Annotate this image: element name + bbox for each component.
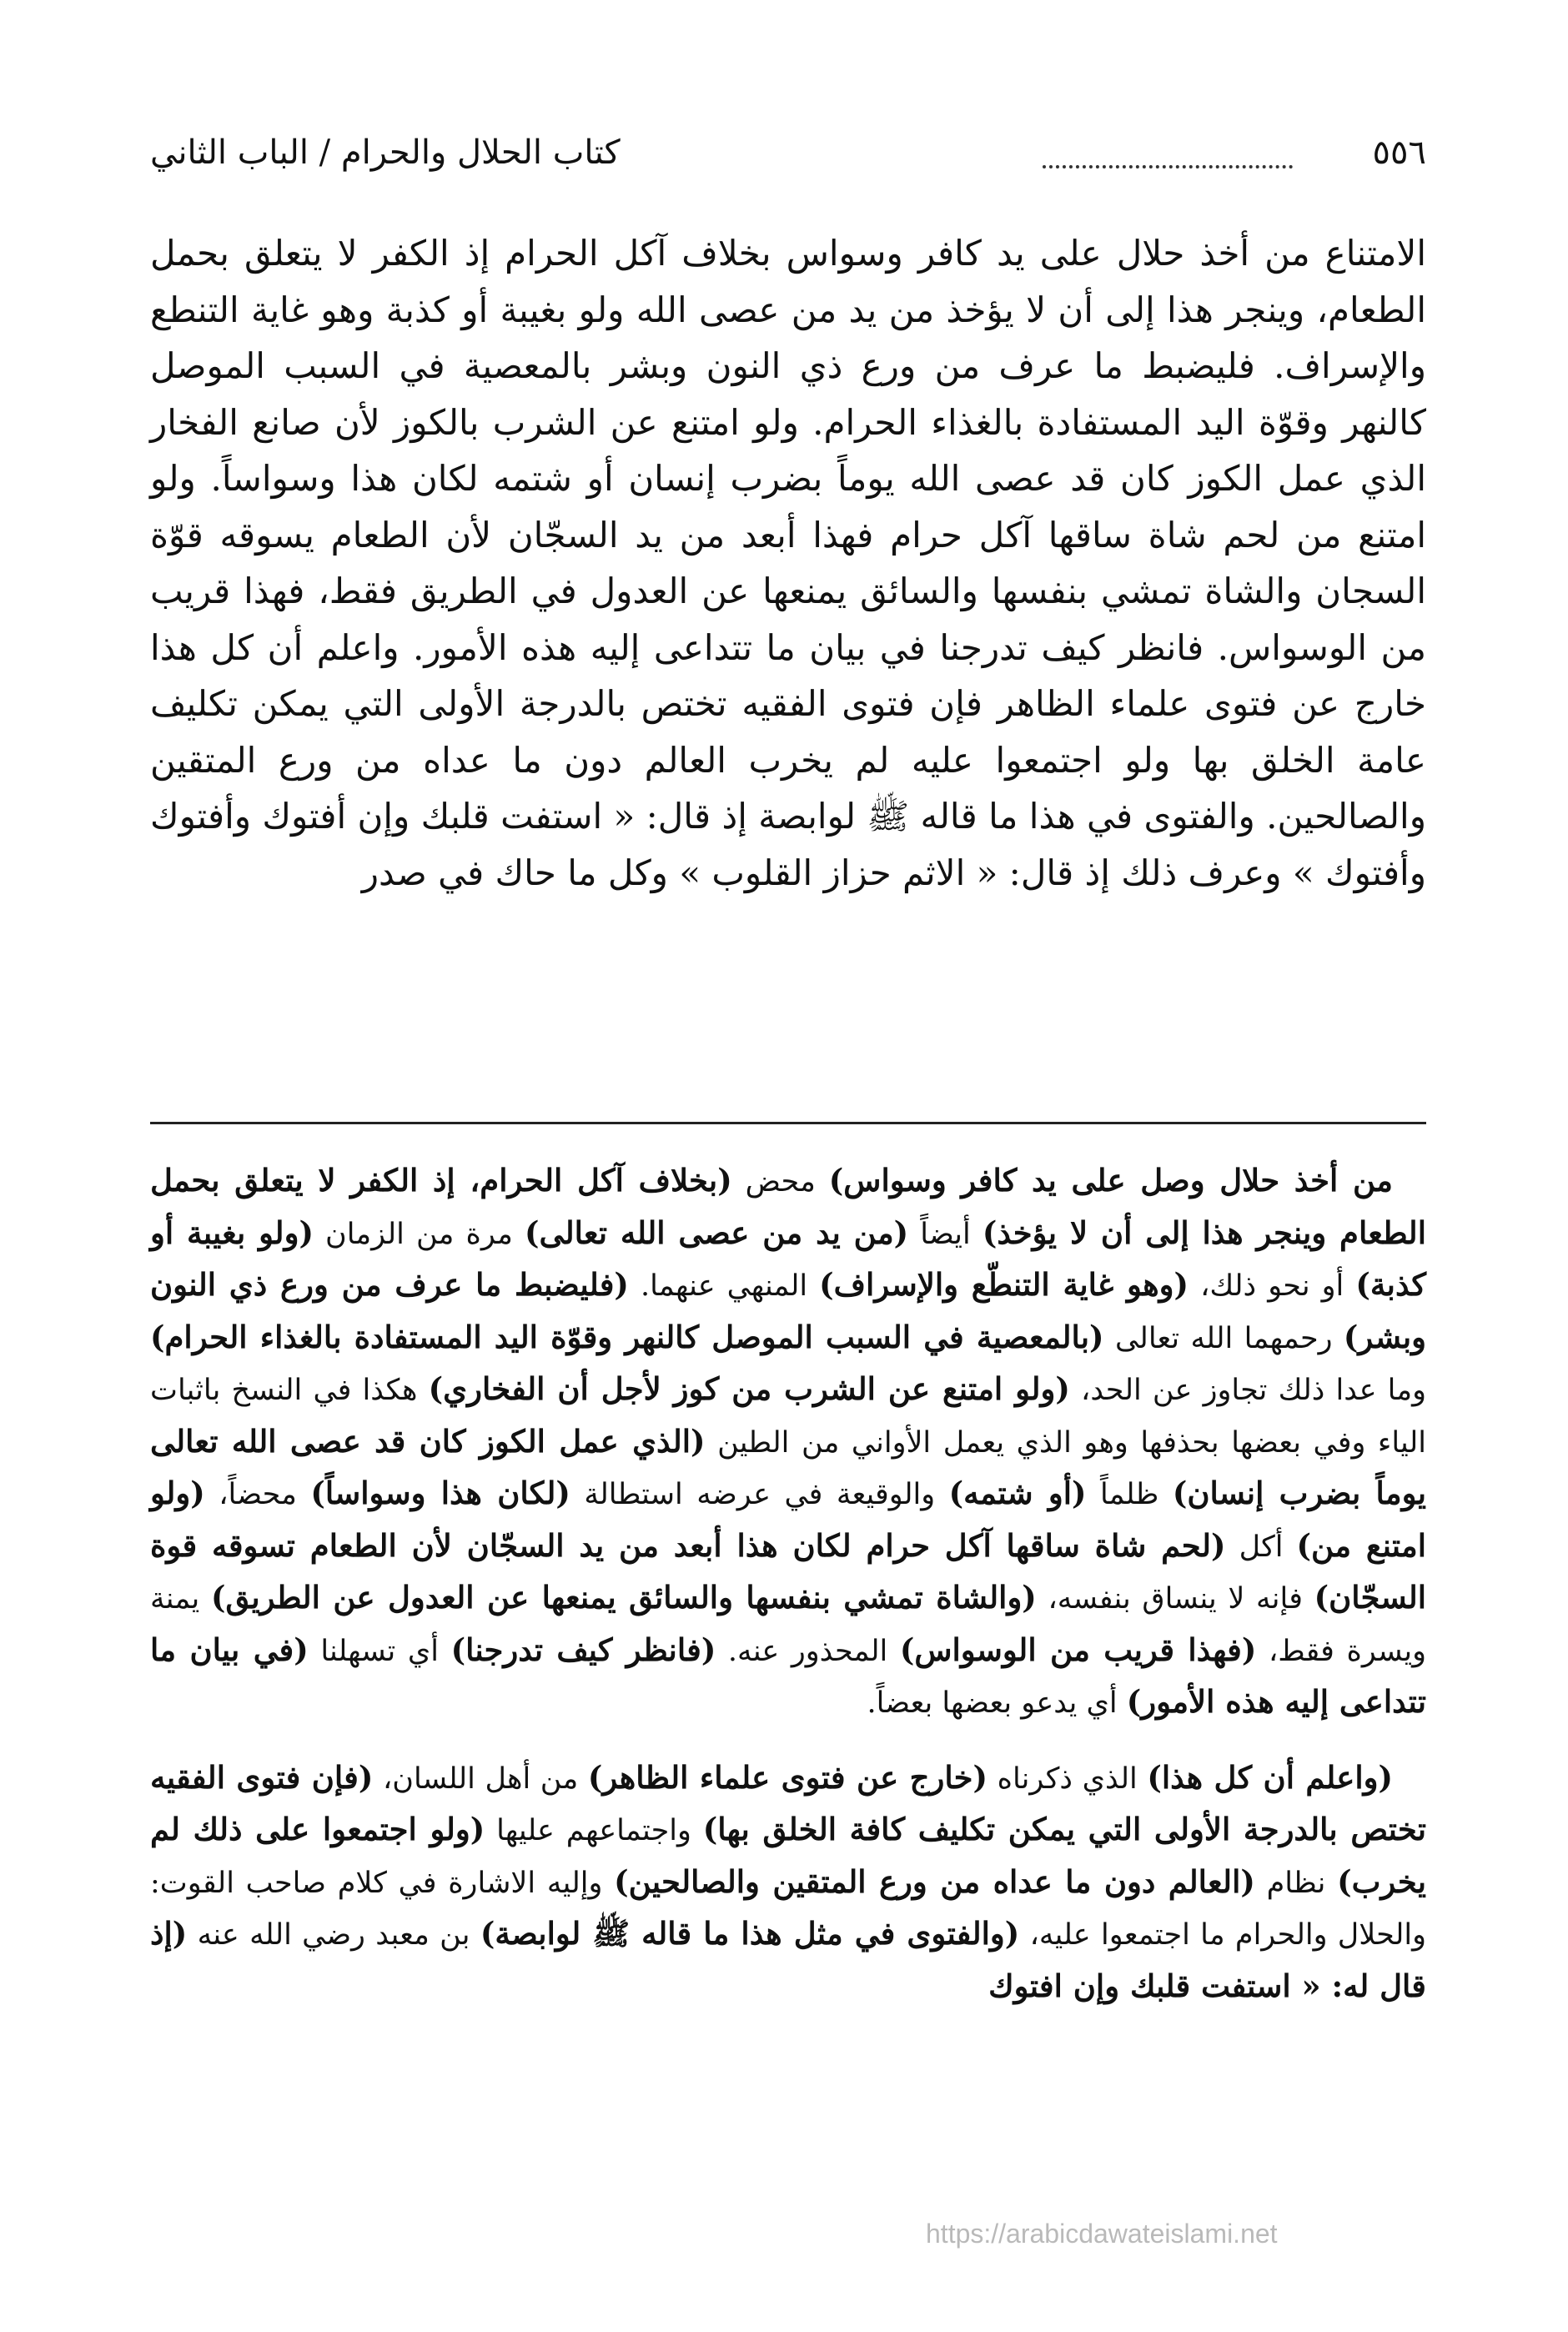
explanation-segment: أكل — [1225, 1530, 1297, 1564]
quoted-text-segment: (فليضبط ما عرف من ورع ذي النون وبشر) — [150, 1266, 1427, 1355]
quoted-text-segment: (بالمعصية في السبب الموصل كالنهر وقوّة اليد المستفادة بالغذاء الحرام) — [150, 1318, 1104, 1355]
page-number: ٥٥٦ — [1372, 133, 1426, 172]
commentary-paragraph-2 — [150, 1752, 1426, 2013]
footnote-separator — [150, 1122, 1426, 1124]
explanation-segment: أو نحو ذلك، — [1189, 1269, 1356, 1303]
explanation-segment: من أهل اللسان، — [373, 1762, 588, 1796]
quoted-text-segment: (ولو امتنع من) — [150, 1475, 1426, 1564]
explanation-segment: مرة من الزمان — [313, 1217, 525, 1251]
quoted-text-segment: (ولو بغيبة أو كذبة) — [150, 1214, 1427, 1303]
quoted-text-segment: (لحم شاة ساقها آكل حرام لكان هذا أبعد من يد السجّان لأن الطعام تسوقه قوة السجّان) — [150, 1526, 1427, 1616]
explanation-segment: وإليه الاشارة في كلام صاحب القوت: والحلال والحرام ما اجتمعوا عليه، — [150, 1866, 1427, 1952]
quoted-text-segment: (وهو غاية التنطّع والإسراف) — [819, 1266, 1189, 1303]
explanation-segment: المحذور عنه. — [716, 1634, 900, 1668]
explanation-segment: يمنة ويسرة فقط، — [150, 1582, 1427, 1668]
header-dot-leader — [1043, 140, 1293, 168]
quoted-text-segment: (من يد من عصى الله تعالى) — [524, 1214, 909, 1251]
quoted-text-segment: (والشاة تمشي بنفسها والسائق يمنعها عن العدول عن الطريق) — [210, 1579, 1037, 1616]
quoted-text-segment: (إذ قال له: « استفت قلبك وإن افتوك — [150, 1915, 1426, 2004]
quoted-text-segment: (والفتوى في مثل هذا ما قاله ﷺ لوابصة) — [480, 1915, 1020, 1952]
quoted-text-segment: من أخذ حلال وصل على يد كافر وسواس) — [828, 1162, 1393, 1199]
explanation-segment: نظام — [1254, 1866, 1338, 1900]
explanation-segment: ظلماً — [1086, 1478, 1173, 1511]
running-header — [150, 125, 1426, 192]
quoted-text-segment: (لكان هذا وسواساً) — [310, 1475, 570, 1511]
quoted-text-segment: (الذي عمل الكوز كان قد عصى الله تعالى يوماً بضرب إنسان) — [150, 1422, 1427, 1511]
main-text-block — [150, 225, 1426, 901]
quoted-text-segment: (بخلاف آكل الحرام، إذ الكفر لا يتعلق بحمل الطعام وينجر هذا إلى أن لا يؤخذ) — [150, 1162, 1426, 1251]
quoted-text-segment: (في بيان ما تتداعى إليه هذه الأمور) — [150, 1631, 1426, 1720]
quoted-text-segment: (واعلم أن كل هذا) — [1147, 1758, 1393, 1796]
explanation-segment: بن معبد رضي الله عنه — [187, 1918, 480, 1952]
explanation-segment: رحمهما الله تعالى — [1103, 1321, 1344, 1355]
quoted-text-segment: (فهذا قريب من الوسواس) — [899, 1631, 1257, 1668]
watermark-url: https://arabicdawateislami.net — [926, 2219, 1278, 2249]
explanation-segment: فإنه لا ينساق بنفسه، — [1036, 1582, 1314, 1616]
explanation-segment: والوقيعة في عرضه استطالة — [570, 1478, 949, 1511]
running-title: كتاب الحلال والحرام / الباب الثاني — [150, 133, 621, 172]
quoted-text-segment: (فإن فتوى الفقيه تختص بالدرجة الأولى التي يمكن تكليف كافة الخلق بها) — [150, 1758, 1427, 1847]
explanation-segment: أيضاً — [908, 1217, 983, 1251]
commentary-paragraph-1 — [150, 1155, 1426, 1729]
explanation-segment: المنهي عنهما. — [628, 1269, 820, 1303]
explanation-segment: محض — [731, 1165, 829, 1199]
quoted-text-segment: (خارج عن فتوى علماء الظاهر) — [587, 1758, 988, 1796]
quoted-text-segment: (العالم دون ما عداه من ورع المتقين والصالحين) — [614, 1862, 1255, 1900]
explanation-segment: واجتماعهم عليها — [485, 1814, 703, 1847]
explanation-segment: أي تسهلنا — [308, 1634, 451, 1668]
explanation-segment: وما عدا ذلك تجاوز عن الحد، — [1069, 1374, 1426, 1407]
quoted-text-segment: (فانظر كيف تدرجنا) — [450, 1631, 716, 1668]
quoted-text-segment: (ولو اجتمعوا على ذلك لم يخرب) — [150, 1811, 1426, 1900]
explanation-segment: أي يدعو بعضها بعضاً. — [867, 1686, 1127, 1720]
commentary-block — [150, 1155, 1426, 2013]
explanation-segment: الذي ذكرناه — [988, 1762, 1148, 1796]
explanation-segment: محضاً، — [204, 1478, 311, 1511]
quoted-text-segment: (ولو امتنع عن الشرب من كوز لأجل أن الفخاري) — [428, 1370, 1070, 1407]
explanation-segment: هكذا في النسخ باثبات الياء وفي بعضها بحذفها وهو الذي يعمل الأواني من الطين — [150, 1374, 1426, 1460]
quoted-text-segment: (أو شتمه) — [948, 1475, 1087, 1511]
main-paragraph: الامتناع من أخذ حلال على يد كافر وسواس بخلاف آكل الحرام إذ الكفر لا يتعلق بحمل الطعام، وينجر هذا إلى أن لا يؤخذ من يد من عصى الله ولو بغيبة أو كذبة وهو غاية التنطع والإسراف. فليضبط ما عرف من ورع ذي النون وبشر بالمعصية في السبب الموصل كالنهر وقوّة اليد المستفادة بالغذاء الحرام. ولو امتنع عن الشرب بالكوز لأن صانع الفخار الذي عمل الكوز كان قد عصى الله يوماً بضرب إنسان أو شتمه لكان هذا وسواساً. ولو امتنع من لحم شاة ساقها آكل حرام فهذا أبعد من يد السجّان لأن الطعام يسوقه قوّة السجان والشاة تمشي بنفسها والسائق يمنعها عن العدول في الطريق فقط، فهذا قريب من الوسواس. فانظر كيف تدرجنا في بيان ما تتداعى إليه هذه الأمور. واعلم أن كل هذا خارج عن فتوى علماء الظاهر فإن فتوى الفقيه تختص بالدرجة الأولى التي يمكن تكليف عامة الخلق بها ولو اجتمعوا عليه لم يخرب العالم دون ما عداه من ورع المتقين والصالحين. والفتوى في هذا ما قاله ﷺ لوابصة إذ قال: « استفت قلبك وإن أفتوك وأفتوك وأفتوك » وعرف ذلك إذ قال: « الاثم حزاز القلوب » وكل ما حاك في صدر — [150, 233, 1426, 893]
